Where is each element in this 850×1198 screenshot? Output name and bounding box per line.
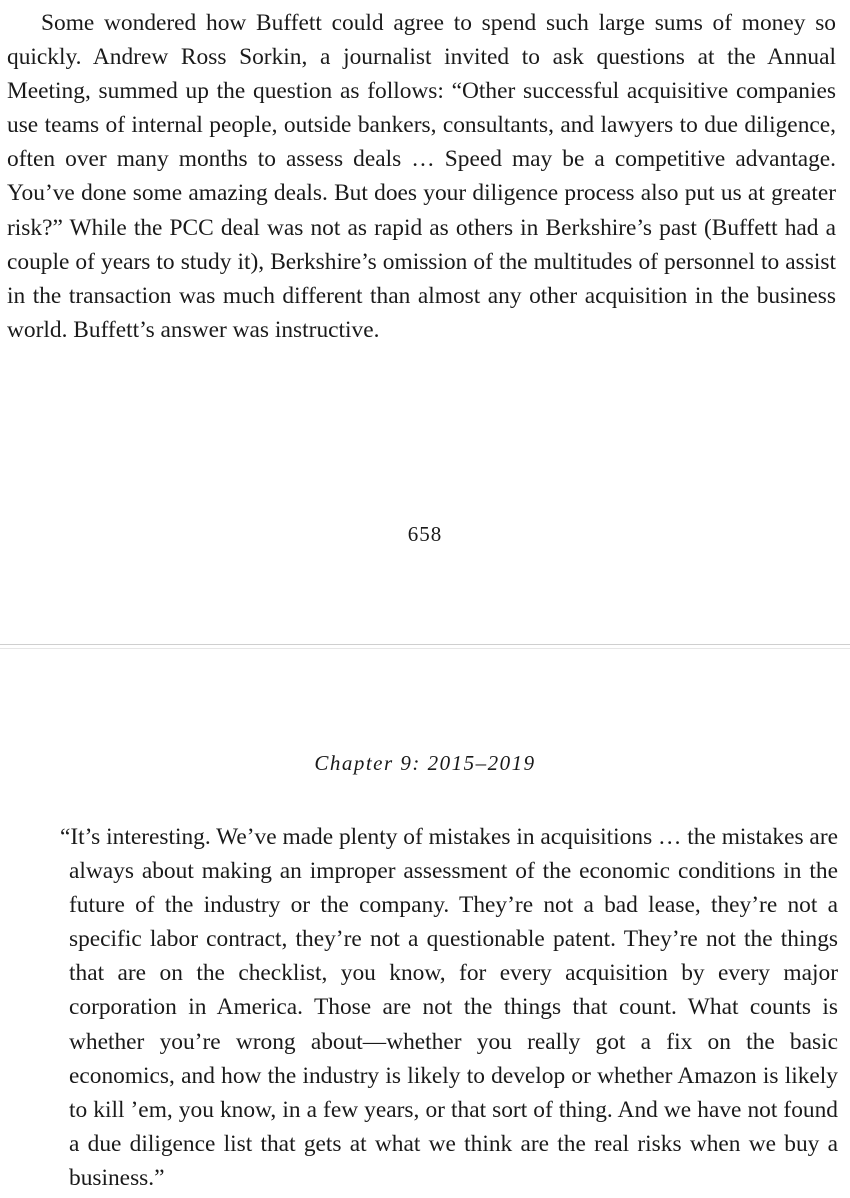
page-number: 658 [407,522,443,546]
page-divider [0,644,850,645]
body-paragraph: Some wondered how Buffett could agree to spend such large sums of money so quickly. Andrew Ross Sorkin, a journalist invited to ask questions at the Annual Meeting, summed up the question as follows: “Other successful acquisitive companies use teams of internal people, outside bankers, consultants, and lawyers to due diligence, often over many months to assess deals … Speed may be a competitive advantage. You’ve done some amazing deals. But does your diligence process also put us at greater risk?” While the PCC deal was not as rapid as others in Berkshire’s past (Buffett had a couple of years to study it), Berkshire’s omission of the multitudes of personnel to assist in the transaction was much different than almost any other acquisition in the business world. Buffett’s answer was instructive. [7,10,836,343]
page-divider-shadow [0,648,850,649]
running-head: Chapter 9: 2015–2019 [314,751,536,775]
block-quote: “It’s interesting. We’ve made plenty of mistakes in acquisitions … the mistakes are always about making an improper assessment of the economic conditions in the future of the industry or the company. They’re not a bad lease, they’re not a specific labor contract, they’re not a questionable patent. They’re not the things that are on the checklist, you know, for every acquisition by every major corporation in America. Those are not the things that count. What counts is whether you’re wrong about—whether you really got a fix on the basic economics, and how the industry is likely to develop or whether Amazon is likely to kill ’em, you know, in a few years, or that sort of thing. And we have not found a due diligence list that gets at what we think are the real risks when we buy a business.” [60,824,838,1191]
